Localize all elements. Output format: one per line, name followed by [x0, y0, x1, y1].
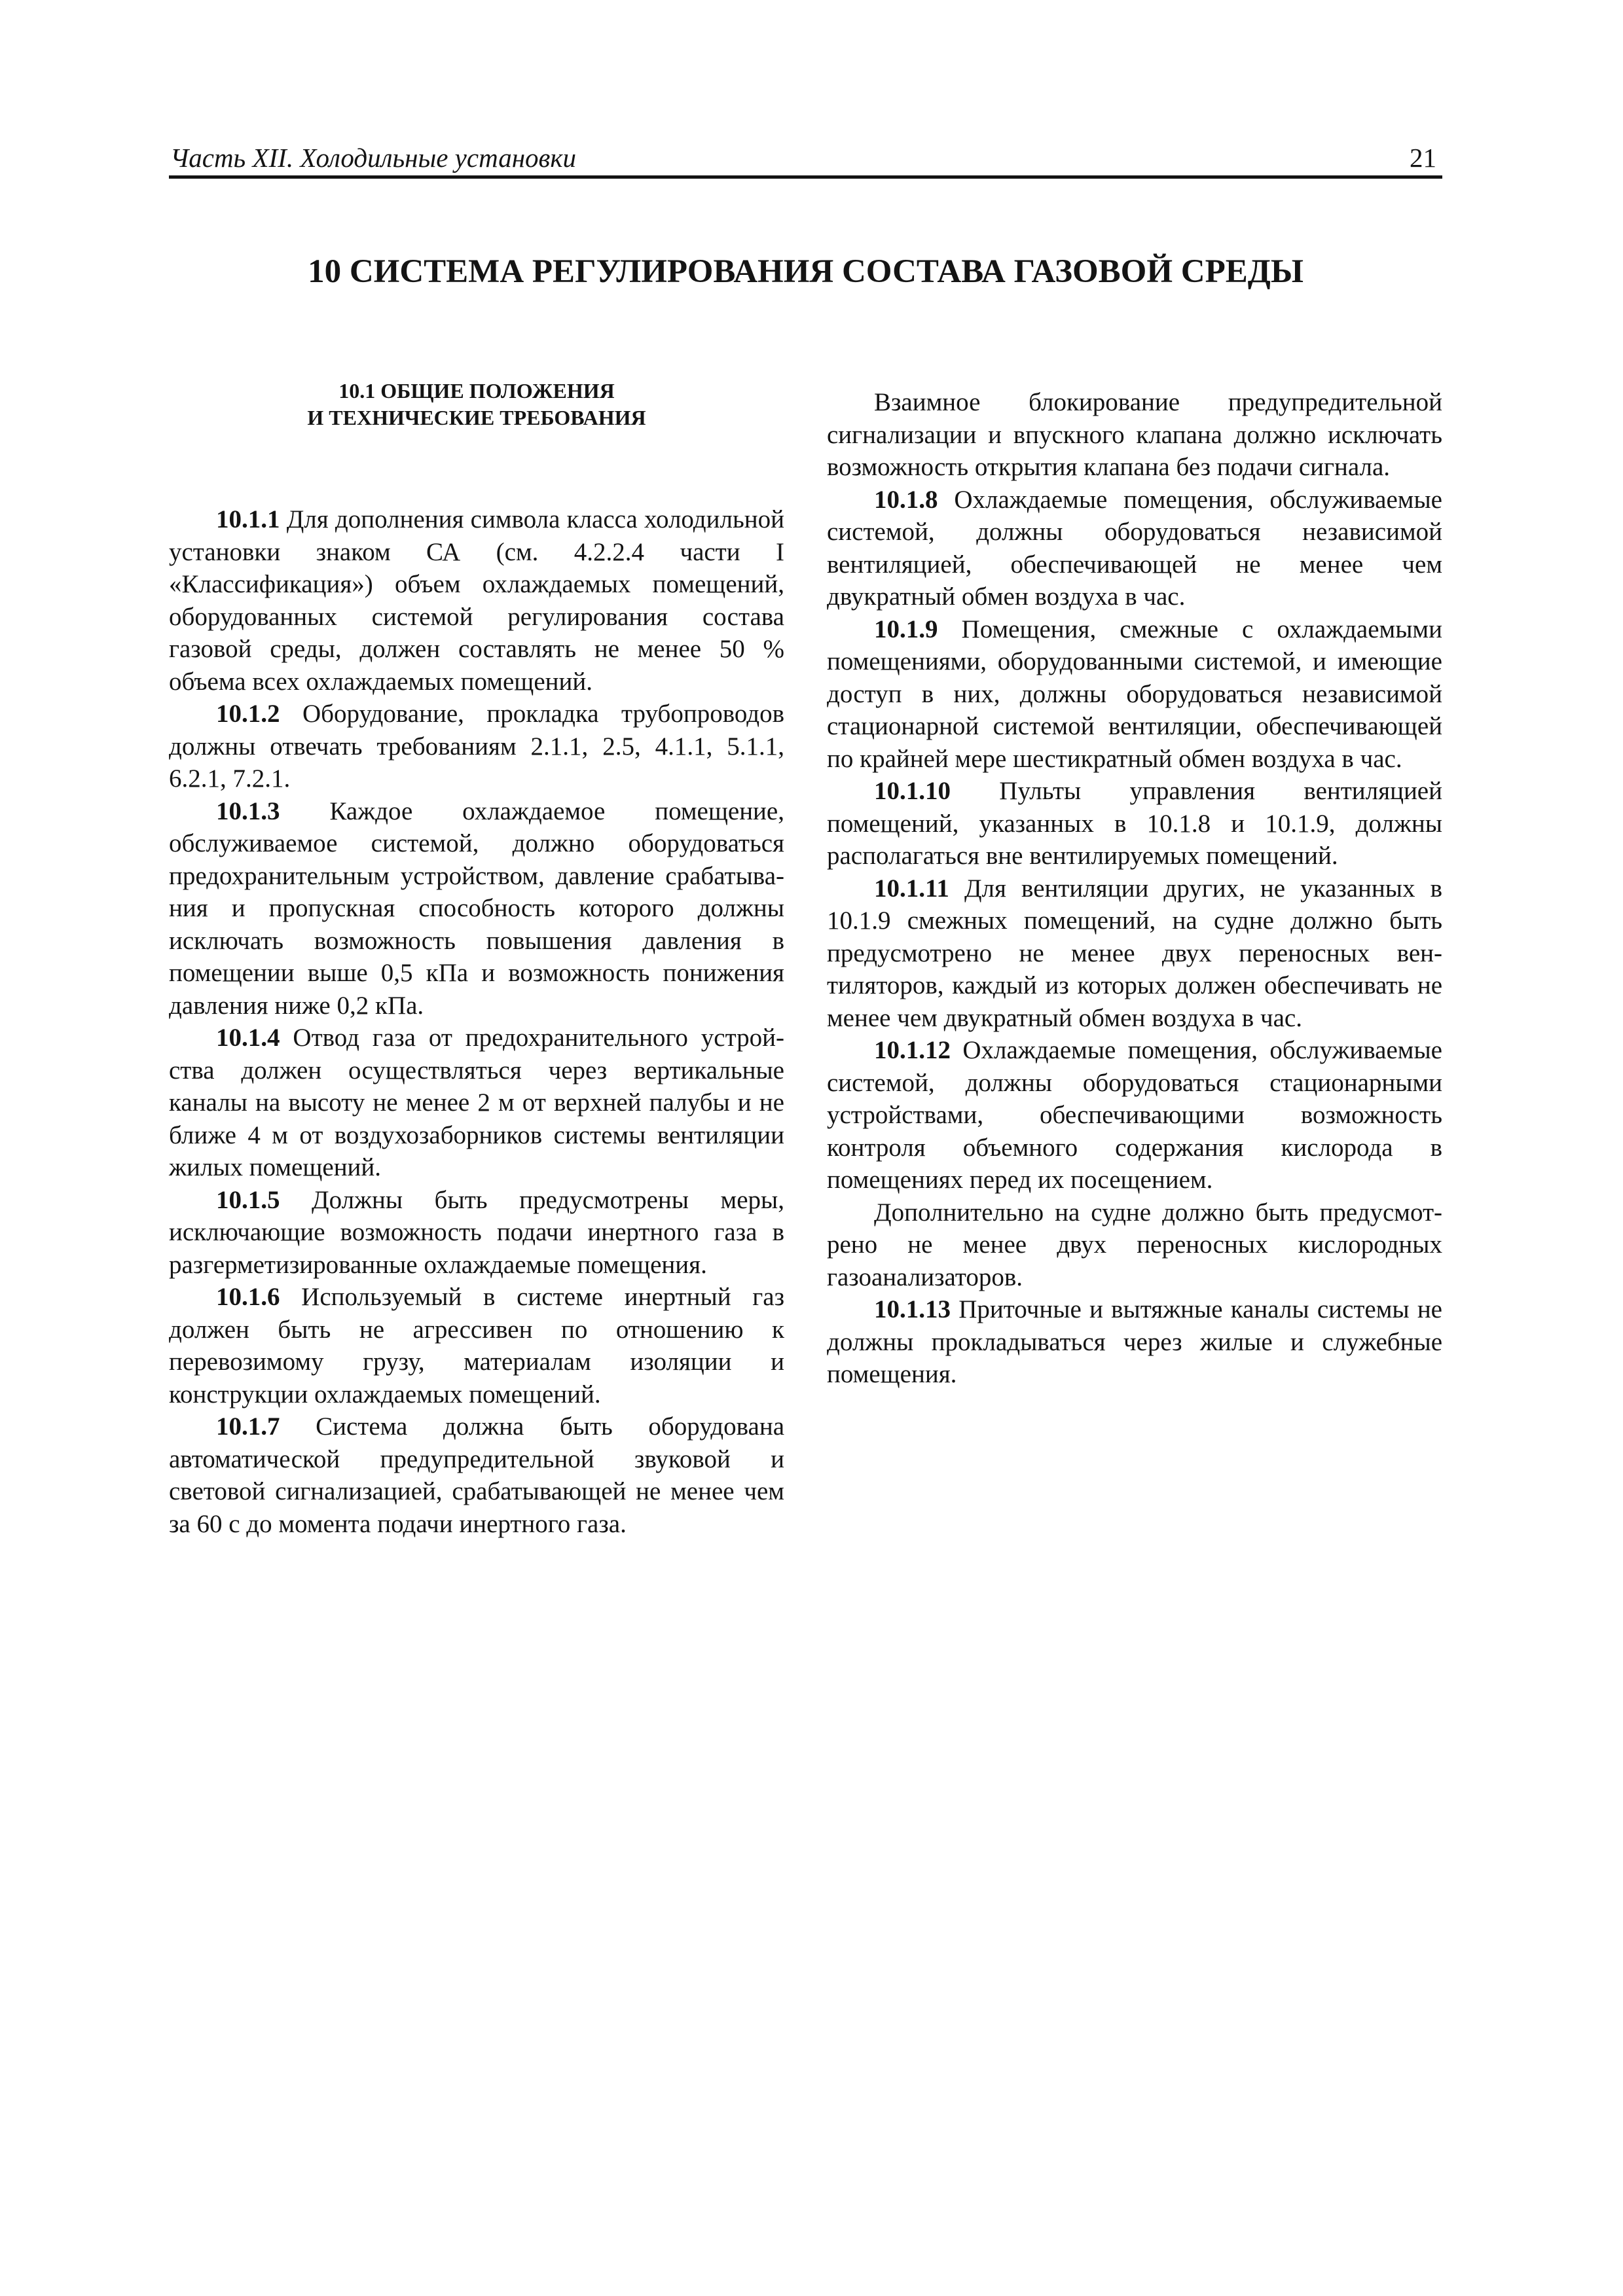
clause-number: 10.1.10 [874, 777, 951, 805]
clause-text: Пульты управления вентиляцией помещений, указанных в 10.1.8 и 10.1.9, должны располагаться вне вентилируемых помещений. [827, 777, 1442, 870]
subsection-heading-line-2: И ТЕХНИЧЕСКИЕ ТРЕБОВАНИЯ [307, 406, 646, 429]
clause-text: Оборудование, прокладка трубопроводов должны отвечать требованиям 2.1.1, 2.5, 4.1.1, 5.1.1, 6.2.1, 7.2.1. [169, 700, 784, 793]
page-number: 21 [1410, 143, 1436, 173]
clause-10-1-4 [169, 1022, 784, 1184]
clause-10-1-12-addendum [827, 1196, 1442, 1294]
clause-number: 10.1.5 [216, 1185, 280, 1214]
clause-10-1-9 [827, 613, 1442, 776]
right-column [827, 386, 1442, 1391]
clause-number: 10.1.12 [874, 1036, 951, 1064]
clause-10-1-6 [169, 1281, 784, 1410]
clause-text: Охлаждаемые помещения, обслуживаемые системой, должны оборудоваться стационарными устройствами, обеспечивающими возможность контроля объемного содержания кислорода в помещениях перед их посещением. [827, 1036, 1442, 1194]
clause-number: 10.1.6 [216, 1283, 280, 1311]
clause-text: Взаимное блокирование предупредительной сигнализации и впускного клапана должно исключать возможность открытия клапана без подачи сигнала. [827, 388, 1442, 481]
subsection-heading-line-1: 10.1 ОБЩИЕ ПОЛОЖЕНИЯ [338, 379, 615, 403]
clause-10-1-11 [827, 872, 1442, 1035]
clause-10-1-13 [827, 1293, 1442, 1391]
clause-text: Каждое охлаждаемое помещение, обслуживаемое системой, должно оборудоваться предохранительным устройством, давление срабатыва-ния и пропускная способность которого должны исключать возможность повышения давления в помещении выше 0,5 кПа и возможность понижения давления ниже 0,2 кПа. [169, 797, 784, 1020]
clause-text: Для дополнения символа класса холодильной установки знаком СА (см. 4.2.2.4 части I «Классификация») объем охлаждаемых помещений, оборудованных системой регулирования состава газовой среды, должен составлять не менее 50 % объема всех охлаждаемых помещений. [169, 505, 784, 696]
clause-text: Отвод газа от предохранительного устрой-ства должен осуществляться через вертикальные каналы на высоту не менее 2 м от верхней палубы и не ближе 4 м от воздухозаборников системы вентиляции жилых помещений. [169, 1024, 784, 1181]
clause-10-1-12 [827, 1034, 1442, 1196]
clause-text: Приточные и вытяжные каналы системы не должны прокладываться через жилые и служебные помещения. [827, 1295, 1442, 1388]
clause-10-1-7 [169, 1410, 784, 1540]
clause-number: 10.1.13 [874, 1295, 951, 1323]
clause-10-1-8 [827, 484, 1442, 613]
clause-text: Охлаждаемые помещения, обслуживаемые системой, должны оборудоваться независимой вентиляцией, обеспечивающей не менее чем двукратный обмен воздуха в час. [827, 485, 1442, 611]
clause-text: Помещения, смежные с охлаждаемыми помещениями, оборудованными системой, и имеющие доступ в них, должны оборудоваться независимой стационарной системой вентиляции, обеспечивающей по крайней мере шестикратный обмен воздуха в час. [827, 615, 1442, 773]
clause-10-1-3 [169, 795, 784, 1022]
clause-number: 10.1.9 [874, 615, 938, 643]
header-rule [169, 175, 1442, 179]
clause-number: 10.1.7 [216, 1412, 280, 1441]
clause-number: 10.1.8 [874, 485, 938, 514]
running-title: Часть XII. Холодильные установки [170, 143, 577, 173]
clause-10-1-1 [169, 503, 784, 698]
section-title: 10 СИСТЕМА РЕГУЛИРОВАНИЯ СОСТАВА ГАЗОВОЙ СРЕДЫ [308, 253, 1304, 290]
running-header [169, 143, 1439, 173]
clause-10-1-2 [169, 698, 784, 795]
clause-text: Используемый в системе инертный газ должен быть не агрессивен по отношению к перевозимому грузу, материалам изоляции и конструкции охлаждаемых помещений. [169, 1283, 784, 1408]
clause-number: 10.1.4 [216, 1024, 280, 1052]
clause-text: Для вентиляции других, не указанных в 10.1.9 смежных помещений, на судне должно быть предусмотрено не менее двух переносных вен-тиляторов, каждый из которых должен обеспечивать не менее чем двукратный обмен воздуха в час. [827, 874, 1442, 1032]
subsection-heading [169, 378, 784, 431]
clause-number: 10.1.2 [216, 700, 280, 728]
clause-number: 10.1.1 [216, 505, 280, 533]
left-column [169, 378, 784, 1540]
clause-text: Дополнительно на судне должно быть предусмот-рено не менее двух переносных кислородных газоанализаторов. [827, 1198, 1442, 1291]
clause-number: 10.1.11 [874, 874, 949, 903]
clause-text: Должны быть предусмотрены меры, исключающие возможность подачи инертного газа в разгерметизированные охлаждаемые помещения. [169, 1185, 784, 1279]
clause-number: 10.1.3 [216, 797, 280, 825]
clause-10-1-5 [169, 1184, 784, 1282]
clause-text: Система должна быть оборудована автоматической предупредительной звуковой и световой сигнализацией, срабатывающей не менее чем за 60 с до момента подачи инертного газа. [169, 1412, 784, 1538]
clause-10-1-10 [827, 775, 1442, 872]
clause-10-1-7-continuation [827, 386, 1442, 484]
